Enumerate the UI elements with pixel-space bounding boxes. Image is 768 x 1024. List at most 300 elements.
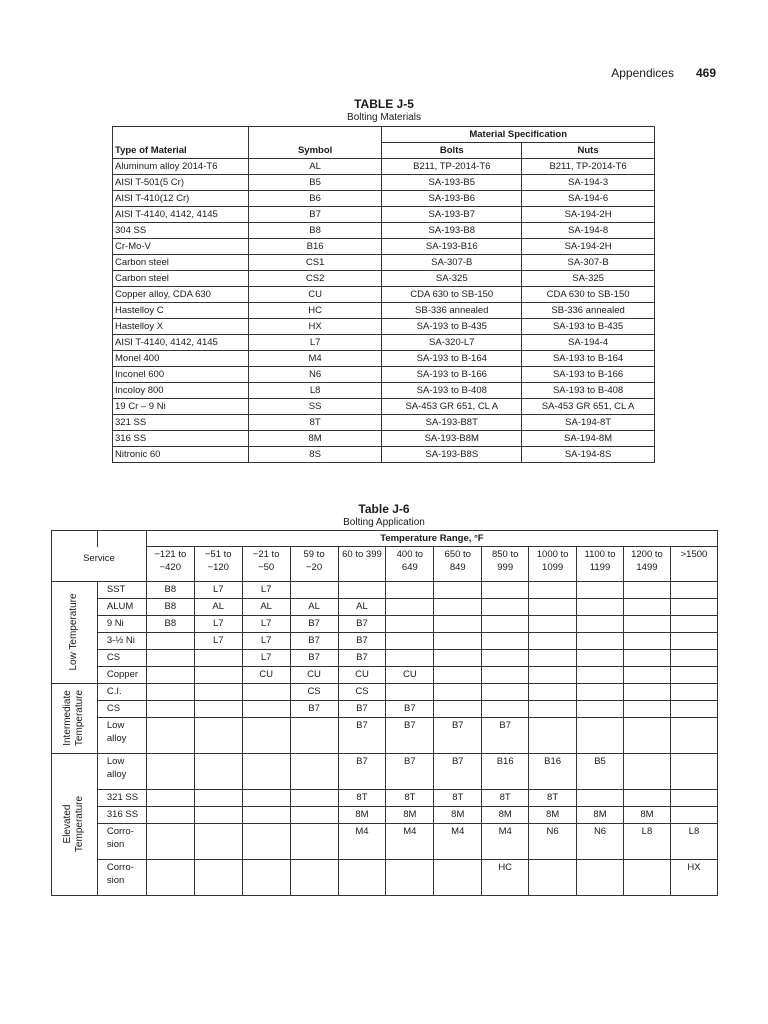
temp-col-header-line: 850 to [491,549,519,560]
group-label-line: Low Temperature [68,593,80,671]
bolt-grade-cell [623,598,670,615]
bolts-cell: SA-193 to B-166 [382,367,522,383]
bolt-grade-cell: 8T [386,789,434,806]
bolt-grade-cell: B7 [338,615,386,632]
bolt-grade-cell [146,823,194,859]
material-cell: Carbon steel [113,271,249,287]
bolt-grade-cell [194,806,242,823]
service-cell [97,581,146,598]
table-row [52,683,718,700]
bolt-grade-cell [529,683,577,700]
service-line: Corro- [106,825,134,837]
material-cell: AISI T-4140, 4142, 4145 [113,335,249,351]
bolts-cell: SA-320-L7 [382,335,522,351]
table-row [113,415,655,431]
nuts-cell: SA-193 to B-435 [522,319,655,335]
bolt-grade-cell [194,859,242,895]
bolt-grade-cell [194,823,242,859]
bolt-grade-cell: B7 [290,649,338,666]
material-cell: Aluminum alloy 2014-T6 [113,159,249,175]
bolt-grade-cell: 8M [577,806,624,823]
nuts-cell: SA-194-8 [522,223,655,239]
bolt-grade-cell [146,649,194,666]
bolt-grade-cell: B7 [338,753,386,789]
bolt-grade-cell: 8T [434,789,482,806]
bolt-grade-cell [529,700,577,717]
bolt-grade-cell [623,581,670,598]
symbol-cell: B5 [248,175,382,191]
table-row [113,191,655,207]
symbol-cell: B6 [248,191,382,207]
service-line: Low [106,719,125,731]
bolt-grade-cell [242,806,290,823]
table-row [113,447,655,463]
table-row [113,175,655,191]
nuts-cell: SA-194-2H [522,239,655,255]
nuts-cell: SA-325 [522,271,655,287]
material-cell: Hastelloy C [113,303,249,319]
bolt-grade-cell: AL [242,598,290,615]
bolt-grade-cell [482,615,529,632]
bolt-grade-cell [146,717,194,753]
table-row [113,207,655,223]
service-cell [97,753,146,789]
bolts-cell: CDA 630 to SB-150 [382,287,522,303]
bolt-grade-cell [670,666,717,683]
bolt-grade-cell: L7 [194,632,242,649]
bolt-grade-cell [482,649,529,666]
symbol-cell: B8 [248,223,382,239]
bolt-grade-cell: L7 [242,615,290,632]
bolt-grade-cell [577,717,624,753]
bolt-grade-cell [670,683,717,700]
bolt-grade-cell: CU [290,666,338,683]
temp-col-header-line: −420 [159,562,181,573]
temp-col-header [338,547,386,582]
symbol-cell: N6 [248,367,382,383]
bolt-grade-cell [434,666,482,683]
service-line: Low [106,755,125,767]
bolt-grade-cell [146,683,194,700]
bolt-grade-cell [146,789,194,806]
bolt-grade-cell [577,598,624,615]
table-row [113,383,655,399]
temperature-group-label [52,683,98,753]
bolts-cell: SA-325 [382,271,522,287]
temp-col-header [577,547,624,582]
table-row [113,335,655,351]
bolt-grade-cell [670,753,717,789]
material-cell: Carbon steel [113,255,249,271]
bolt-grade-cell: B16 [482,753,529,789]
symbol-cell: L8 [248,383,382,399]
temp-col-header-line: 1000 to [536,549,569,560]
service-cell [97,717,146,753]
table-row [52,666,718,683]
bolt-grade-cell: B7 [290,632,338,649]
bolts-cell: SA-307-B [382,255,522,271]
bolt-grade-cell [623,649,670,666]
bolt-grade-cell: L7 [194,581,242,598]
bolt-grade-cell [146,859,194,895]
temp-col-header-line: 1100 to [584,549,616,560]
nuts-cell: CDA 630 to SB-150 [522,287,655,303]
temp-col-header-line: −21 to [252,549,280,560]
page-header [611,66,716,80]
service-cell [97,632,146,649]
bolt-grade-cell [194,700,242,717]
service-cell [97,649,146,666]
bolts-cell: SA-193-B8S [382,447,522,463]
col-nuts-header: Nuts [522,143,655,159]
bolt-grade-cell [670,649,717,666]
bolt-grade-cell [386,598,434,615]
symbol-cell: B7 [248,207,382,223]
symbol-cell: L7 [248,335,382,351]
material-cell: Incoloy 800 [113,383,249,399]
service-cell [97,823,146,859]
service-cell [97,700,146,717]
temp-col-header-line: 400 to [396,549,424,560]
bolt-grade-cell [434,615,482,632]
temp-col-header [386,547,434,582]
service-header: Service [52,547,147,582]
temp-col-header-line: 650 to [444,549,471,560]
symbol-cell: CS2 [248,271,382,287]
table-j5-caption [0,97,768,123]
bolts-cell: SA-193-B16 [382,239,522,255]
bolt-grade-cell: B8 [146,581,194,598]
table-row [52,789,718,806]
bolt-grade-cell: AL [290,598,338,615]
symbol-cell: SS [248,399,382,415]
bolt-grade-cell [386,632,434,649]
empty-header-cell [97,531,146,547]
temp-col-header-line: −121 to [154,549,187,560]
bolt-grade-cell: 8M [386,806,434,823]
temp-col-header-line: 1199 [589,562,611,573]
bolt-grade-cell [146,700,194,717]
bolt-grade-cell: B7 [482,717,529,753]
bolt-grade-cell: 8M [529,806,577,823]
temperature-range-header: Temperature Range, °F [146,531,717,547]
bolt-grade-cell: 8M [434,806,482,823]
empty-header-cell [248,127,382,143]
table-j5-subtitle: Bolting Materials [347,112,421,123]
group-label-line: Temperature [74,689,86,747]
bolt-grade-cell: B16 [529,753,577,789]
bolt-grade-cell [670,717,717,753]
temp-col-header-line: 999 [497,562,514,573]
symbol-cell: HC [248,303,382,319]
table-row [52,717,718,753]
bolt-grade-cell [194,753,242,789]
temp-col-header [529,547,577,582]
bolt-grade-cell [290,753,338,789]
bolt-grade-cell: 8M [482,806,529,823]
nuts-cell: SB-336 annealed [522,303,655,319]
bolt-grade-cell [623,615,670,632]
table-row [113,303,655,319]
bolt-grade-cell [623,753,670,789]
material-cell: 304 SS [113,223,249,239]
bolt-grade-cell: HC [482,859,529,895]
bolt-grade-cell: 8T [529,789,577,806]
temp-col-header-line: 1099 [542,562,564,573]
bolts-cell: SB-336 annealed [382,303,522,319]
rotated-group-text [68,593,80,670]
service-cell [97,683,146,700]
bolt-grade-cell: B7 [386,717,434,753]
bolts-cell: SA-193-B8M [382,431,522,447]
bolt-grade-cell: B7 [338,649,386,666]
bolt-grade-cell: 8T [482,789,529,806]
symbol-cell: HX [248,319,382,335]
bolt-grade-cell [670,806,717,823]
bolt-grade-cell: L7 [242,632,290,649]
service-line: alloy [106,768,127,780]
bolt-grade-cell [670,789,717,806]
bolt-grade-cell [242,789,290,806]
bolt-grade-cell [386,581,434,598]
bolt-grade-cell [529,717,577,753]
empty-header-cell [52,531,98,547]
temp-col-header-line: >1500 [680,549,708,560]
bolt-grade-cell [577,859,624,895]
bolt-grade-cell [577,615,624,632]
service-cell [97,666,146,683]
temperature-columns-row [52,547,718,582]
temp-col-header [670,547,717,582]
table-row [113,319,655,335]
table-row [52,581,718,598]
bolt-grade-cell [529,666,577,683]
bolt-grade-cell [529,632,577,649]
temp-col-header [434,547,482,582]
bolting-application-table [51,530,718,896]
bolt-grade-cell [529,615,577,632]
bolt-grade-cell [194,666,242,683]
table-row [113,223,655,239]
bolt-grade-cell: M4 [386,823,434,859]
bolt-grade-cell [529,581,577,598]
bolt-grade-cell [577,700,624,717]
bolt-grade-cell [482,632,529,649]
bolt-grade-cell [434,700,482,717]
material-cell: Inconel 600 [113,367,249,383]
temperature-group-label [52,581,98,683]
bolt-grade-cell [194,649,242,666]
bolt-grade-cell [290,859,338,895]
material-cell: 316 SS [113,431,249,447]
service-line: 321 SS [106,791,139,803]
table-row [113,239,655,255]
material-cell: Nitronic 60 [113,447,249,463]
bolt-grade-cell [623,632,670,649]
section-name: Appendices [611,66,674,80]
material-cell: AISI T-501(5 Cr) [113,175,249,191]
bolt-grade-cell [242,753,290,789]
bolt-grade-cell [338,859,386,895]
bolt-grade-cell [290,789,338,806]
table-row [52,632,718,649]
temp-col-header-line: −20 [305,562,323,573]
bolt-grade-cell: CU [338,666,386,683]
service-line: alloy [106,732,127,744]
nuts-cell: SA-194-6 [522,191,655,207]
bolt-grade-cell: M4 [482,823,529,859]
service-cell [97,859,146,895]
bolt-grade-cell [386,683,434,700]
material-cell: AISI T-410(12 Cr) [113,191,249,207]
bolt-grade-cell: L7 [194,615,242,632]
nuts-cell: SA-194-8S [522,447,655,463]
bolt-grade-cell [623,789,670,806]
bolts-cell: SA-193 to B-164 [382,351,522,367]
rotated-group-text [62,690,86,746]
temp-col-header [290,547,338,582]
temperature-group-label [52,753,98,895]
col-material-header: Type of Material [113,143,249,159]
bolt-grade-cell [623,859,670,895]
table-row [113,271,655,287]
temp-col-header-line: 849 [449,562,466,573]
material-cell: 321 SS [113,415,249,431]
bolt-grade-cell [577,683,624,700]
table-j6-subtitle: Bolting Application [343,517,425,528]
bolt-grade-cell [386,649,434,666]
bolt-grade-cell [434,859,482,895]
bolt-grade-cell: AL [194,598,242,615]
temp-col-header [194,547,242,582]
nuts-cell: SA-307-B [522,255,655,271]
bolt-grade-cell [577,649,624,666]
temp-col-header-line: 60 to 399 [342,549,382,560]
bolts-cell: SA-193-B6 [382,191,522,207]
bolt-grade-cell [242,683,290,700]
service-line: 316 SS [106,808,139,820]
bolting-materials-table [112,126,655,463]
temp-col-header-line: 1499 [636,562,658,573]
bolts-cell: SA-453 GR 651, CL A [382,399,522,415]
bolt-grade-cell: B5 [577,753,624,789]
bolt-grade-cell [670,632,717,649]
table-row [113,367,655,383]
table-row [52,823,718,859]
service-line: Corro- [106,861,134,873]
temp-col-header-line: −51 to [204,549,232,560]
bolt-grade-cell [482,700,529,717]
bolt-grade-cell: M4 [434,823,482,859]
symbol-cell: CS1 [248,255,382,271]
bolt-grade-cell [146,666,194,683]
temp-col-header-line: 59 to [303,549,325,560]
bolt-grade-cell [290,806,338,823]
bolts-cell: SA-193-B8T [382,415,522,431]
bolt-grade-cell [146,806,194,823]
service-line: C.I. [106,685,122,697]
bolt-grade-cell [434,649,482,666]
col-symbol-header: Symbol [248,143,382,159]
table-row [52,598,718,615]
bolt-grade-cell: N6 [529,823,577,859]
bolt-grade-cell [529,859,577,895]
bolts-cell: SA-193-B5 [382,175,522,191]
symbol-cell: M4 [248,351,382,367]
bolt-grade-cell: B7 [338,700,386,717]
service-line: 9 Ni [106,617,124,629]
nuts-cell: SA-194-8M [522,431,655,447]
bolt-grade-cell: L8 [670,823,717,859]
material-cell: Cr-Mo-V [113,239,249,255]
bolt-grade-cell: CU [386,666,434,683]
bolt-grade-cell: B8 [146,598,194,615]
table-row [113,351,655,367]
bolt-grade-cell: L7 [242,649,290,666]
bolt-grade-cell: B7 [386,753,434,789]
bolt-grade-cell [577,581,624,598]
bolt-grade-cell [194,683,242,700]
symbol-cell: 8S [248,447,382,463]
nuts-cell: SA-453 GR 651, CL A [522,399,655,415]
bolts-cell: SA-193 to B-435 [382,319,522,335]
table-row [52,649,718,666]
bolt-grade-cell [623,717,670,753]
bolt-grade-cell: AL [338,598,386,615]
bolt-grade-cell [577,666,624,683]
group-label-line: Temperature [74,795,86,853]
service-line: SST [106,583,126,595]
temp-col-header-line: 649 [401,562,418,573]
material-cell: Copper alloy, CDA 630 [113,287,249,303]
bolt-grade-cell [290,823,338,859]
bolt-grade-cell: 8M [338,806,386,823]
bolt-grade-cell: 8T [338,789,386,806]
bolt-grade-cell [242,859,290,895]
bolt-grade-cell: B7 [338,632,386,649]
temp-col-header [242,547,290,582]
table-j5-title: TABLE J-5 [354,97,414,111]
rotated-group-text [62,796,86,852]
bolt-grade-cell: 8M [623,806,670,823]
nuts-cell: SA-193 to B-166 [522,367,655,383]
nuts-cell: SA-194-8T [522,415,655,431]
bolt-grade-cell [194,789,242,806]
empty-header-cell [113,127,249,143]
group-label-line: Intermediate [62,690,74,746]
temp-col-header [146,547,194,582]
nuts-cell: B211, TP-2014-T6 [522,159,655,175]
table-row [52,806,718,823]
service-cell [97,615,146,632]
bolt-grade-cell [338,581,386,598]
nuts-cell: SA-193 to B-164 [522,351,655,367]
bolt-grade-cell [670,615,717,632]
bolt-grade-cell: CS [290,683,338,700]
symbol-cell: CU [248,287,382,303]
bolts-cell: SA-193-B8 [382,223,522,239]
bolt-grade-cell [577,789,624,806]
bolts-cell: SA-193-B7 [382,207,522,223]
service-line: ALUM [106,600,134,612]
material-spec-header: Material Specification [382,127,655,143]
bolt-grade-cell [623,683,670,700]
temp-col-header-line: 1200 to [631,549,663,560]
service-cell [97,789,146,806]
bolt-grade-cell: B7 [434,717,482,753]
bolt-grade-cell [623,666,670,683]
bolt-grade-cell [242,700,290,717]
